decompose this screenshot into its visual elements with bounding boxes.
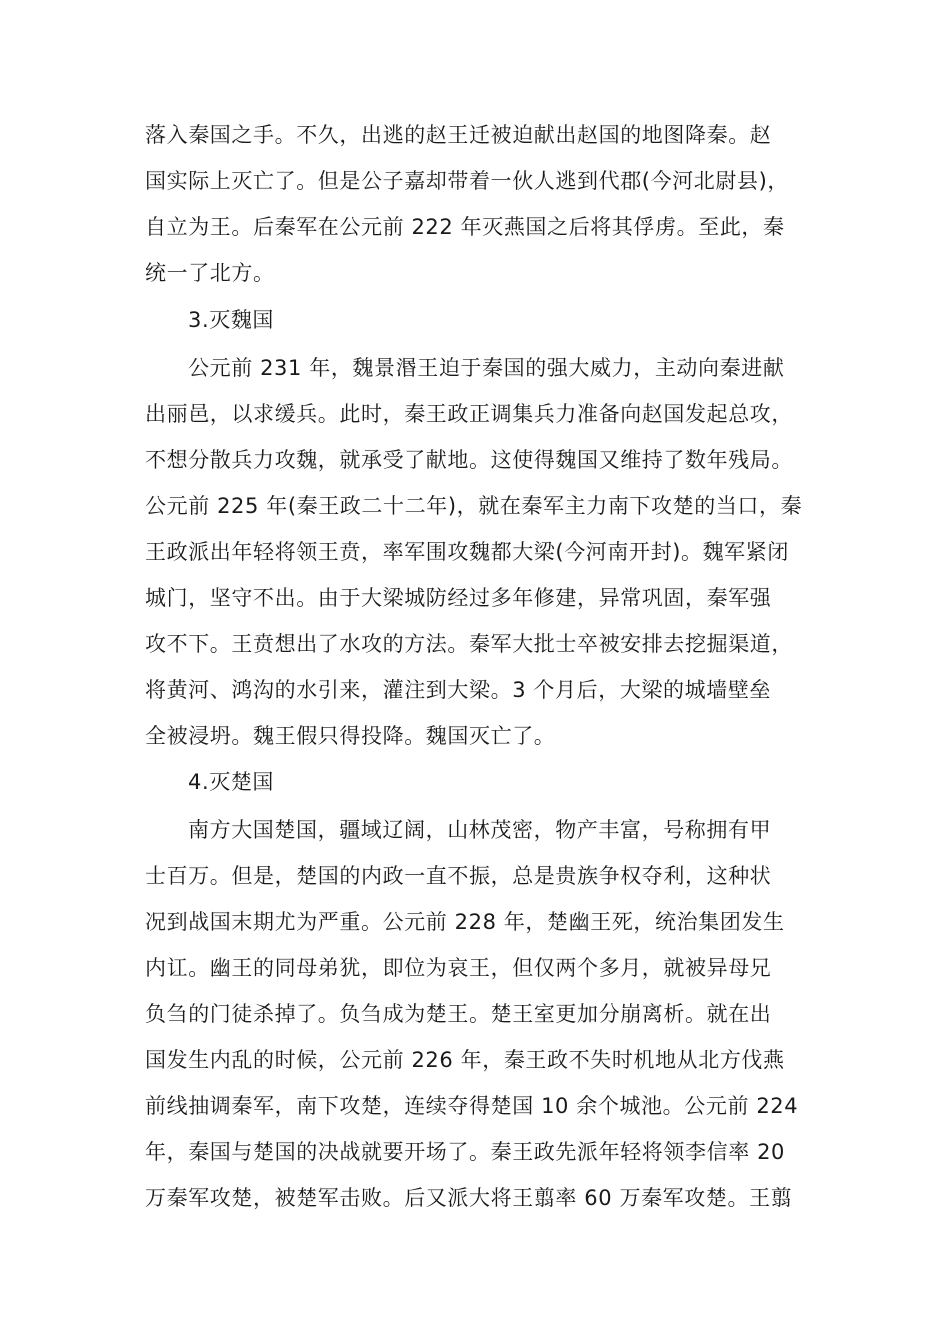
text-line: 不想分散兵力攻魏，就承受了献地。这使得魏国又维持了数年残局。 [145, 448, 793, 472]
text-line: 全被浸坍。魏王假只得投降。魏国灭亡了。 [145, 724, 556, 748]
section-heading: 3.灭魏国 [188, 308, 275, 332]
text-line: 士百万。但是，楚国的内政一直不振，总是贵族争权夺利，这种状 [145, 864, 772, 888]
text-line: 内讧。幽王的同母弟犹，即位为哀王，但仅两个多月，就被异母兄 [145, 956, 772, 980]
section-heading: 4.灭楚国 [188, 770, 275, 794]
text-line: 自立为王。后秦军在公元前 222 年灭燕国之后将其俘虏。至此，秦 [145, 215, 785, 239]
text-line: 统一了北方。 [145, 261, 275, 285]
text-line: 攻不下。王贲想出了水攻的方法。秦军大批士卒被安排去挖掘渠道， [145, 632, 793, 656]
text-line: 国实际上灭亡了。但是公子嘉却带着一伙人逃到代郡(今河北尉县)， [145, 169, 789, 193]
text-line: 城门，坚守不出。由于大梁城防经过多年修建，异常巩固，秦军强 [145, 586, 772, 610]
text-line: 王政派出年轻将领王贲，率军围攻魏都大梁(今河南开封)。魏军紧闭 [145, 540, 789, 564]
text-line: 万秦军攻楚，被楚军击败。后又派大将王翦率 60 万秦军攻楚。王翦 [145, 1186, 793, 1210]
text-line: 将黄河、鸿沟的水引来，灌注到大梁。3 个月后，大梁的城墙壁垒 [145, 678, 772, 702]
text-line: 出丽邑，以求缓兵。此时，秦王政正调集兵力准备向赵国发起总攻， [145, 402, 793, 426]
text-line: 负刍的门徒杀掉了。负刍成为楚王。楚王室更加分崩离析。就在出 [145, 1002, 772, 1026]
text-line: 况到战国末期尤为严重。公元前 228 年，楚幽王死，统治集团发生 [145, 910, 785, 934]
text-line: 落入秦国之手。不久，出逃的赵王迁被迫献出赵国的地图降秦。赵 [145, 123, 772, 147]
paragraph-first-line: 公元前 231 年，魏景湣王迫于秦国的强大威力，主动向秦进献 [188, 356, 785, 380]
text-line: 前线抽调秦军，南下攻楚，连续夺得楚国 10 余个城池。公元前 224 [145, 1094, 799, 1118]
text-line: 国发生内乱的时候，公元前 226 年，秦王政不失时机地从北方伐燕 [145, 1048, 785, 1072]
paragraph-first-line: 南方大国楚国，疆域辽阔，山林茂密，物产丰富，号称拥有甲 [188, 818, 772, 842]
text-line: 公元前 225 年(秦王政二十二年)，就在秦军主力南下攻楚的当口，秦 [145, 494, 803, 518]
text-line: 年，秦国与楚国的决战就要开场了。秦王政先派年轻将领李信率 20 [145, 1140, 785, 1164]
